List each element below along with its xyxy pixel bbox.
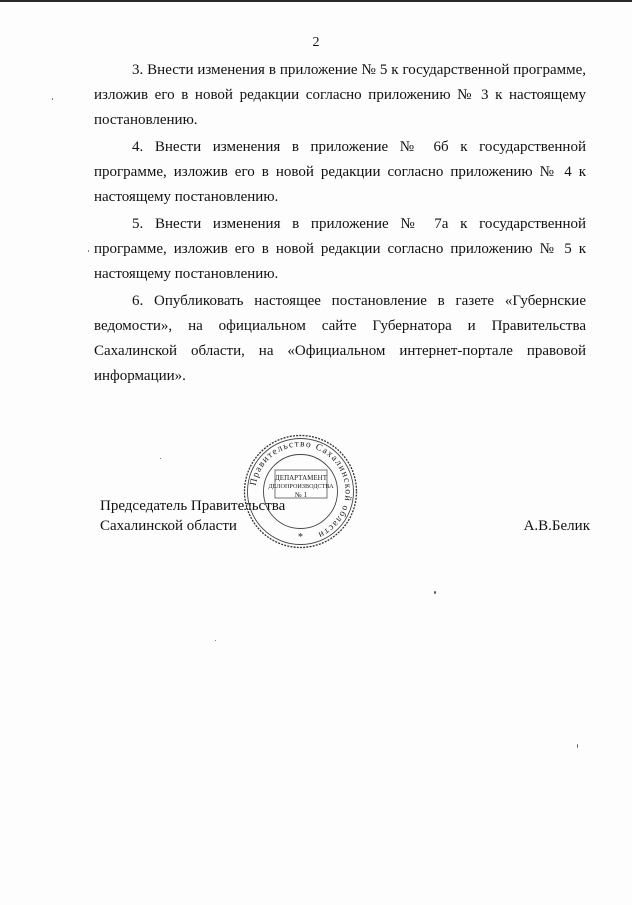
paragraph-5: 5. Внести изменения в приложение № 7а к государственной программе, изложив его в новой редакции согласно приложению № 5 к настоящему постановлению. xyxy=(94,216,586,282)
scan-speck xyxy=(160,458,161,459)
seal-inner-line2: ДЕЛОПРОИЗВОДСТВА xyxy=(268,483,334,490)
scan-speck xyxy=(434,591,436,594)
official-seal-stamp xyxy=(243,434,358,549)
scan-speck xyxy=(215,640,216,641)
scan-edge-line xyxy=(0,0,632,2)
paragraph-3: 3. Внести изменения в приложение № 5 к государственной программе, изложив его в новой редакции согласно приложению № 3 к настоящему постановлению. xyxy=(94,62,586,128)
scan-speck xyxy=(88,250,89,252)
scan-speck xyxy=(52,98,53,100)
paragraph-6: 6. Опубликовать настоящее постановление в газете «Губернские ведомости», на официальном сайте Губернатора и Правительства Сахалинской области, на «Официальном интернет-портале правовой информации». xyxy=(94,293,586,384)
page-number: 2 xyxy=(312,35,320,50)
document-body xyxy=(94,58,586,391)
seal-ring-text: Правительство Сахалинской области xyxy=(248,439,353,540)
seal-inner-line1: ДЕПАРТАМЕНТ xyxy=(275,474,327,482)
paragraph-4: 4. Внести изменения в приложение № 6б к государственной программе, изложив его в новой редакции согласно приложению № 4 к настоящему постановлению. xyxy=(94,139,586,205)
seal-inner-line3: № 1 xyxy=(295,491,307,499)
signatory-title-line2: Сахалинской области xyxy=(100,518,237,534)
signatory-name: А.В.Белик xyxy=(523,518,590,534)
scan-speck xyxy=(577,744,578,748)
signatory-title-line1: Председатель Правительства xyxy=(100,498,286,514)
seal-star: * xyxy=(298,532,303,543)
